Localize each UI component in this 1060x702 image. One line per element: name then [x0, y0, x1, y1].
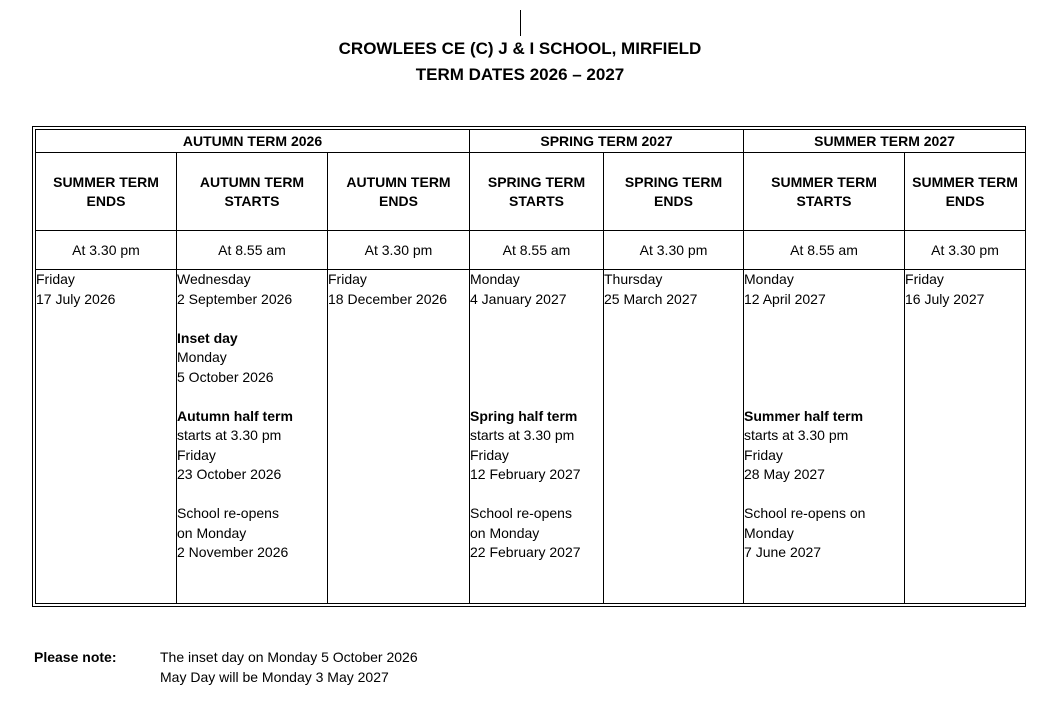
inset-date-text: 5 October 2026: [177, 368, 274, 385]
date-text: 16 July 2027: [905, 290, 985, 307]
reopen-text: School re-opens on: [744, 505, 866, 521]
note-line-may-day: May Day will be Monday 3 May 2027: [160, 668, 389, 685]
date-cell-summer-starts: [744, 270, 905, 604]
reopen-day-text: on Monday: [177, 524, 247, 541]
half-term-day-text: Friday: [744, 446, 783, 463]
date-text: 25 March 2027: [604, 290, 698, 307]
dates-row: [36, 270, 1026, 604]
half-term-heading: Autumn half term: [177, 407, 293, 424]
col-summer-term-starts-header: SUMMER TERM STARTS: [744, 153, 905, 231]
half-term-date-text: 28 May 2027: [744, 466, 825, 482]
time-cell: At 8.55 am: [177, 231, 328, 270]
time-cell: At 3.30 pm: [328, 231, 470, 270]
reopen-date-text: 7 June 2027: [744, 544, 822, 560]
col-spring-term-starts-header: SPRING TERM STARTS: [470, 153, 604, 231]
reopen-date-text: 2 November 2026: [177, 544, 289, 560]
day-text: Thursday: [604, 271, 663, 287]
col-autumn-term-ends-header: AUTUMN TERM ENDS: [328, 153, 470, 231]
day-text: Friday: [905, 271, 944, 287]
half-term-heading: Summer half term: [744, 407, 864, 424]
col-summer-term-ends-2027-header: SUMMER TERM ENDS: [905, 153, 1026, 231]
time-cell: At 3.30 pm: [905, 231, 1026, 270]
half-term-starts-text: starts at 3.30 pm: [744, 427, 849, 443]
time-row: [36, 231, 1026, 270]
notes-lines: [160, 648, 418, 687]
half-term-starts-text: starts at 3.30 pm: [177, 427, 282, 443]
date-text: 17 July 2026: [36, 290, 116, 307]
half-term-starts-text: starts at 3.30 pm: [470, 427, 575, 443]
date-cell-autumn-ends: [328, 270, 470, 604]
term-header-row: [36, 130, 1026, 153]
time-cell: At 3.30 pm: [36, 231, 177, 270]
reopen-text: School re-opens: [470, 505, 572, 521]
day-text: Monday: [470, 271, 520, 287]
date-cell-summer-ends-2027: [905, 270, 1026, 604]
summer-term-header: SUMMER TERM 2027: [744, 130, 1026, 153]
half-term-date-text: 23 October 2026: [177, 466, 282, 482]
time-cell: At 3.30 pm: [604, 231, 744, 270]
day-text: Monday: [744, 271, 794, 287]
col-summer-term-ends-header: SUMMER TERM ENDS: [36, 153, 177, 231]
term-dates-table-frame: [32, 126, 1026, 607]
date-cell-spring-starts: [470, 270, 604, 604]
term-dates-table: [35, 129, 1026, 604]
half-term-day-text: Friday: [470, 446, 509, 463]
date-cell-summer-ends-2026: [36, 270, 177, 604]
day-text: Friday: [328, 271, 367, 287]
time-cell: At 8.55 am: [470, 231, 604, 270]
date-text: 12 April 2027: [744, 290, 826, 307]
half-term-day-text: Friday: [177, 446, 216, 463]
date-cell-autumn-starts: [177, 270, 328, 604]
day-text: Wednesday: [177, 271, 251, 287]
inset-day-text: Monday: [177, 349, 227, 365]
text-cursor: [520, 10, 521, 36]
date-text: 18 December 2026: [328, 290, 448, 307]
reopen-text: School re-opens: [177, 505, 279, 521]
document-subtitle: TERM DATES 2026 – 2027: [415, 65, 625, 84]
day-text: Friday: [36, 271, 75, 287]
half-term-date-text: 12 February 2027: [470, 466, 581, 482]
notes-label: Please note:: [34, 649, 117, 665]
reopen-date-text: 22 February 2027: [470, 544, 581, 560]
reopen-day-text: on Monday: [470, 524, 540, 541]
date-cell-spring-ends: [604, 270, 744, 604]
time-cell: At 8.55 am: [744, 231, 905, 270]
col-spring-term-ends-header: SPRING TERM ENDS: [604, 153, 744, 231]
date-text: 4 January 2027: [470, 290, 567, 307]
note-line-inset-day: The inset day on Monday 5 October 2026: [160, 649, 418, 665]
date-text: 2 September 2026: [177, 290, 293, 307]
autumn-term-header: AUTUMN TERM 2026: [36, 130, 470, 153]
col-autumn-term-starts-header: AUTUMN TERM STARTS: [177, 153, 328, 231]
reopen-day-text: Monday: [744, 524, 794, 541]
column-header-row: [36, 153, 1026, 231]
document-title: CROWLEES CE (C) J & I SCHOOL, MIRFIELD: [338, 39, 702, 58]
spring-term-header: SPRING TERM 2027: [470, 130, 744, 153]
inset-day-heading: Inset day: [177, 329, 238, 346]
half-term-heading: Spring half term: [470, 407, 578, 424]
